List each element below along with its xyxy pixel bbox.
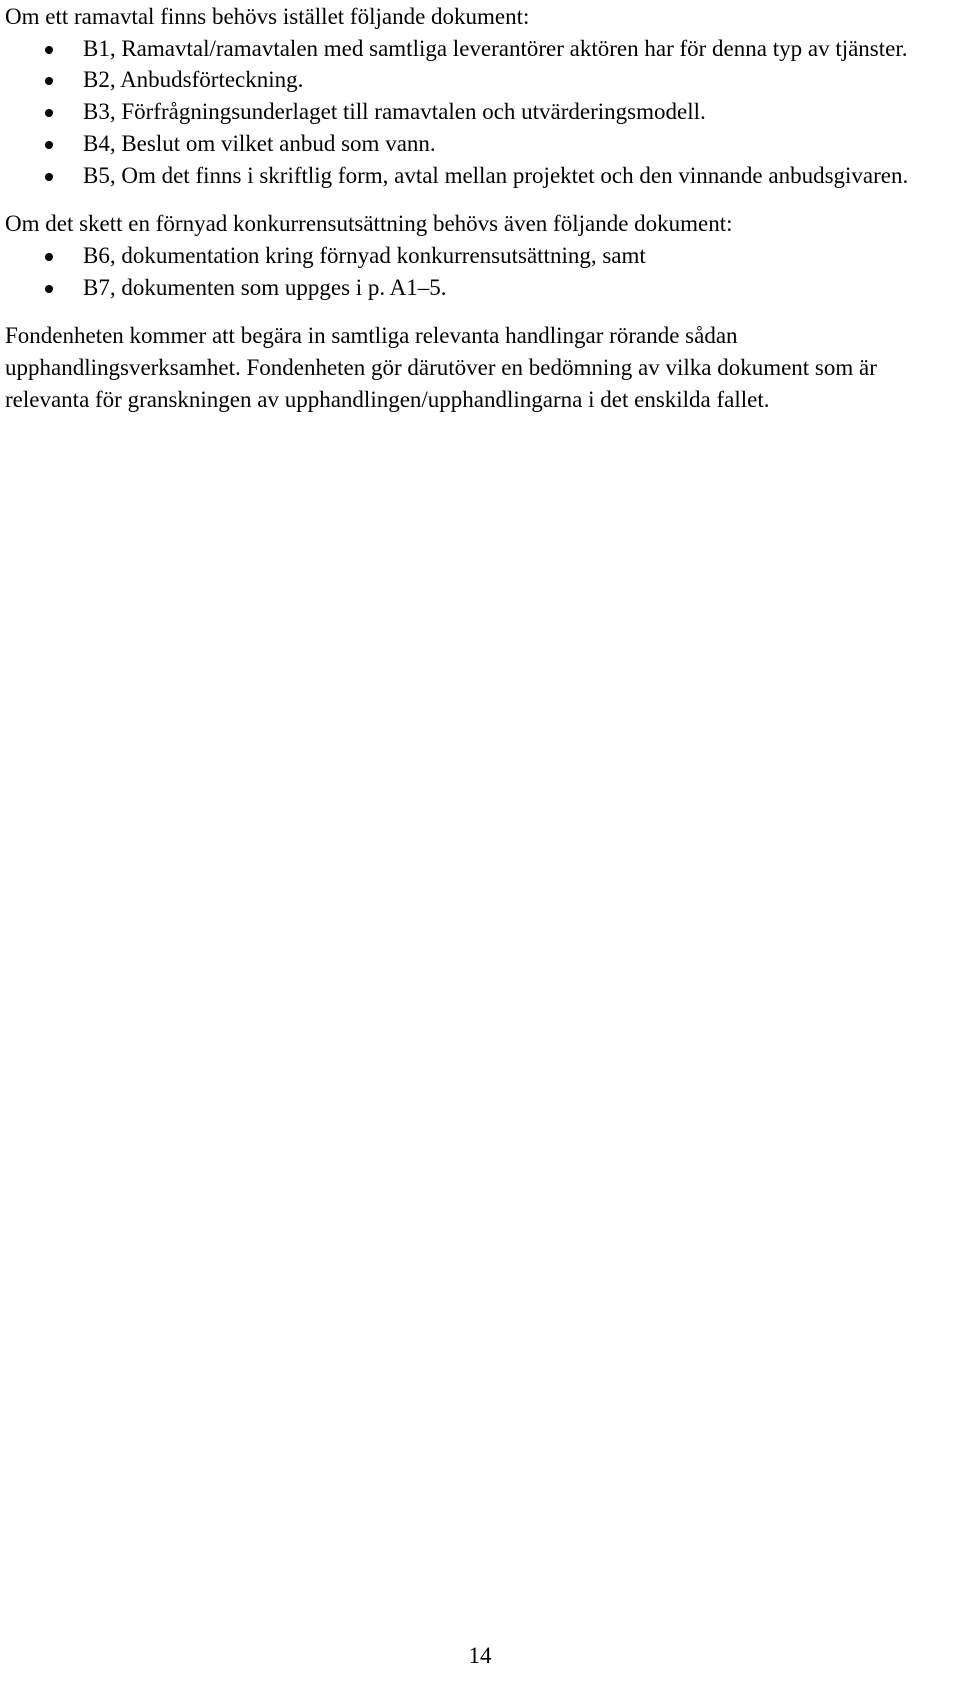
list-item [5, 128, 955, 160]
renewed-competition-intro: Om det skett en förnyad konkurrensutsättning behövs även följande dokument: [5, 211, 733, 237]
bullet-icon [45, 173, 53, 181]
bullet-icon [45, 141, 53, 149]
list-item [5, 160, 955, 192]
document-page [5, 0, 955, 415]
list-item-text: B1, Ramavtal/ramavtalen med samtliga leverantörer aktören har för denna typ av tjänster. [83, 35, 908, 61]
list-item [5, 272, 955, 304]
list-item-text: B6, dokumentation kring förnyad konkurrensutsättning, samt [83, 242, 646, 268]
framework-document-list [5, 33, 955, 192]
list-item [5, 240, 955, 272]
bullet-icon [45, 46, 53, 54]
renewed-competition-document-list [5, 240, 955, 303]
paragraph-spacer [5, 303, 955, 320]
list-item [5, 33, 955, 65]
bullet-icon [45, 253, 53, 261]
list-item-text: B2, Anbudsförteckning. [83, 67, 304, 93]
bullet-icon [45, 109, 53, 117]
page-number: 14 [468, 1643, 492, 1668]
list-item-text: B7, dokumenten som uppges i p. A1–5. [83, 274, 447, 300]
list-item-text: B4, Beslut om vilket anbud som vann. [83, 130, 436, 156]
list-item [5, 96, 955, 128]
closing-paragraph: Fondenheten kommer att begära in samtliga relevanta handlingar rörande sådan upphandlingsverksamhet. Fondenheten gör därutöver en bedömning av vilka dokument som är relevanta för granskningen av upphandlingen/upphandlingarna i det enskilda fallet. [5, 323, 877, 412]
list-item-text: B3, Förfrågningsunderlaget till ramavtalen och utvärderingsmodell. [83, 99, 706, 125]
list-item-text: B5, Om det finns i skriftlig form, avtal mellan projektet och den vinnande anbudsgivaren. [83, 162, 909, 188]
paragraph-spacer [5, 191, 955, 208]
bullet-icon [45, 285, 53, 293]
list-item [5, 64, 955, 96]
framework-intro: Om ett ramavtal finns behövs istället följande dokument: [5, 4, 530, 29]
bullet-icon [45, 77, 53, 85]
